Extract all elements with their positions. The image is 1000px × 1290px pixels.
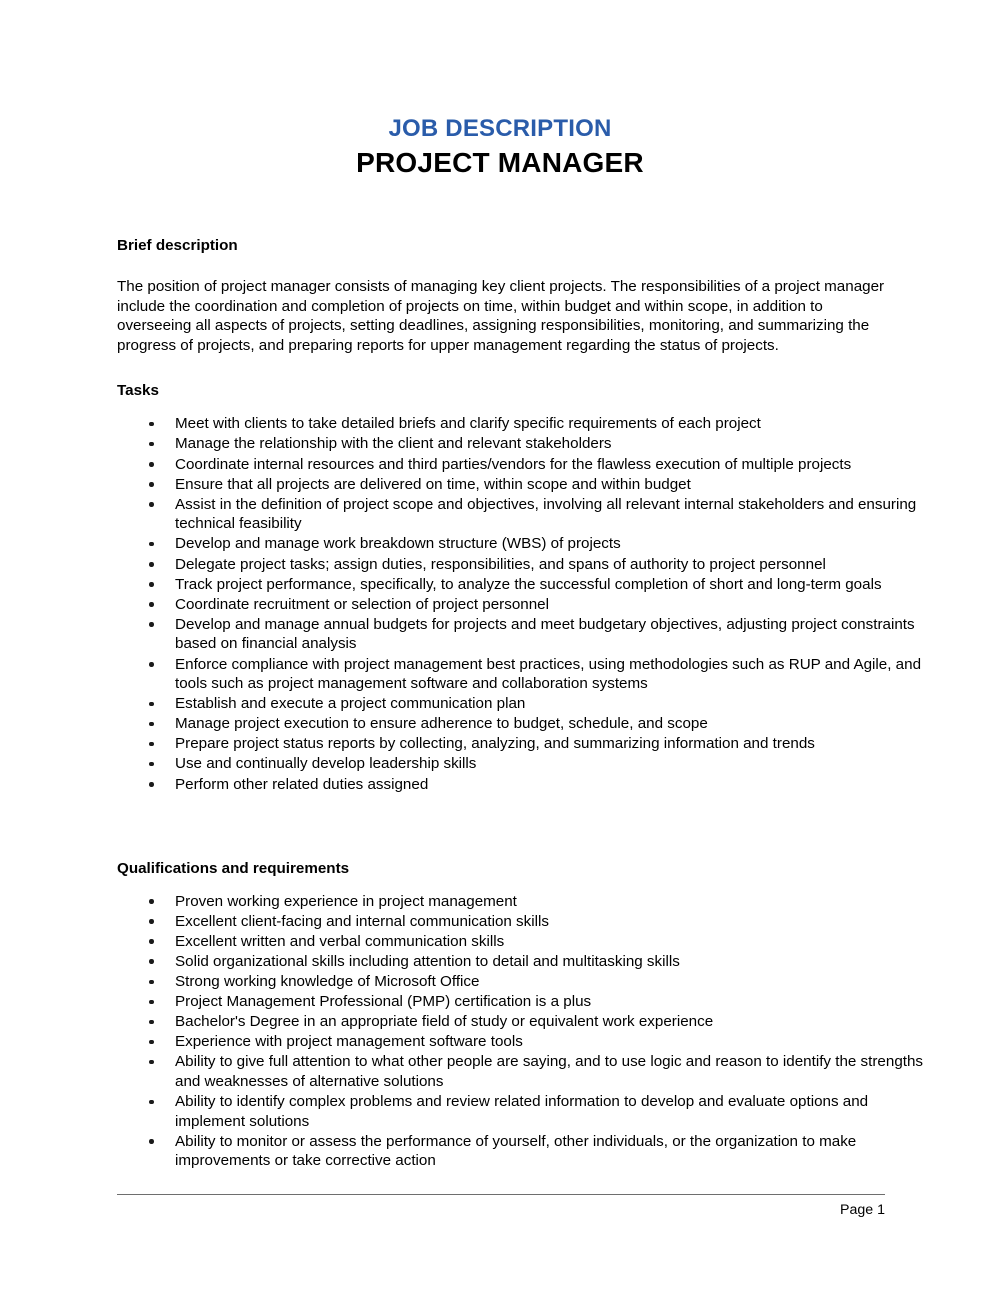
bullet-icon [149,562,154,567]
list-item-text: Delegate project tasks; assign duties, responsibilities, and spans of authority to project personnel [175,555,826,573]
list-item-text: Proven working experience in project management [175,892,517,910]
bullet-icon [149,1040,154,1045]
spacer-before-qualifications [117,795,885,859]
bullet-icon [149,482,154,487]
list-item-text: Establish and execute a project communication plan [175,695,526,713]
list-item [117,734,933,754]
list-item [117,1132,933,1171]
bullet-icon [149,662,154,667]
brief-description-paragraph: The position of project manager consists of managing key client projects. The responsibilities of a project manager include the coordination and completion of projects on time, within budget and within scope, in addition to overseeing all aspects of projects, setting deadlines, assigning responsibilities, monitoring, and summarizing the progress of projects, and preparing reports for upper management regarding the status of projects. [117,278,885,354]
list-item-text: Develop and manage annual budgets for projects and meet budgetary objectives, adjusting project constraints based on financial analysis [175,615,915,653]
bullet-icon [149,582,154,587]
list-item-text: Ensure that all projects are delivered on time, within scope and within budget [175,475,691,493]
list-item [117,595,933,615]
bullet-icon [149,782,154,787]
bullet-icon [149,422,154,427]
bullet-icon [149,899,154,904]
list-item [117,932,933,952]
section-heading-brief-description: Brief description [117,237,238,254]
list-item-text: Enforce compliance with project management best practices, using methodologies such as RUP and Agile, and tools such as project management software and collaboration systems [175,655,922,693]
bullet-icon [149,502,154,507]
bullet-icon [149,1100,154,1105]
bullet-icon [149,442,154,447]
list-item [117,414,933,434]
list-item [117,714,933,734]
page-number: Page 1 [840,1202,885,1218]
list-item-text: Solid organizational skills including attention to detail and multitasking skills [175,952,680,970]
list-item [117,534,933,554]
bullet-icon [149,602,154,607]
list-item [117,992,933,1012]
list-item-text: Experience with project management software tools [175,1033,523,1051]
document-body [117,236,924,1171]
bullet-icon [149,462,154,467]
list-item-text: Develop and manage work breakdown structure (WBS) of projects [175,535,621,553]
list-item [117,615,933,654]
bullet-icon [149,702,154,707]
bullet-icon [149,959,154,964]
list-item-text: Use and continually develop leadership skills [175,755,477,773]
list-item-text: Assist in the definition of project scope and objectives, involving all relevant internal stakeholders and ensuring technical feasibility [175,495,917,533]
list-item-text: Strong working knowledge of Microsoft Office [175,973,480,991]
list-item [117,1032,933,1052]
list-item [117,575,933,595]
list-item-text: Excellent written and verbal communication skills [175,932,505,950]
list-item [117,952,933,972]
list-item-text: Ability to monitor or assess the performance of yourself, other individuals, or the organization to make improvements or take corrective action [175,1132,857,1170]
document-kicker: JOB DESCRIPTION [388,115,612,142]
bullet-icon [149,1139,154,1144]
list-item-text: Ability to identify complex problems and review related information to develop and evaluate options and implement solutions [175,1093,869,1130]
tasks-list [117,414,922,794]
list-item [117,754,933,774]
bullet-icon [149,980,154,985]
page-title: PROJECT MANAGER [356,147,644,178]
list-item [117,1092,933,1131]
list-item [117,1012,933,1032]
bullet-icon [149,622,154,627]
bullet-icon [149,919,154,924]
list-item [117,972,933,992]
list-item [117,1052,933,1091]
list-item-text: Meet with clients to take detailed briefs and clarify specific requirements of each project [175,415,761,433]
list-item [117,495,933,534]
section-tasks [117,381,922,794]
bullet-icon [149,542,154,547]
list-item [117,694,933,714]
footer-divider [117,1194,885,1195]
list-item [117,655,933,694]
bullet-icon [149,1020,154,1025]
bullet-icon [149,762,154,767]
qualifications-list [117,892,924,1171]
section-qualifications [117,859,924,1171]
bullet-icon [149,939,154,944]
list-item-text: Perform other related duties assigned [175,775,429,793]
list-item-text: Project Management Professional (PMP) certification is a plus [175,993,592,1011]
list-item-text: Track project performance, specifically, to analyze the successful completion of short and long-term goals [175,575,882,593]
list-item-text: Excellent client-facing and internal communication skills [175,912,549,930]
list-item-text: Bachelor's Degree in an appropriate field of study or equivalent work experience [175,1013,714,1031]
list-item-text: Ability to give full attention to what other people are saying, and to use logic and reason to identify the strengths and weaknesses of alternative solutions [175,1053,924,1090]
section-brief-description [117,236,885,355]
list-item [117,455,933,475]
bullet-icon [149,1000,154,1005]
page-footer [117,1194,885,1219]
list-item-text: Manage project execution to ensure adherence to budget, schedule, and scope [175,715,708,733]
list-item [117,775,933,795]
bullet-icon [149,1060,154,1065]
list-item [117,555,933,575]
list-item-text: Manage the relationship with the client and relevant stakeholders [175,435,612,453]
list-item [117,475,933,495]
list-item [117,912,933,932]
section-heading-qualifications: Qualifications and requirements [117,859,350,877]
list-item-text: Prepare project status reports by collecting, analyzing, and summarizing information and trends [175,735,815,753]
bullet-icon [149,742,154,747]
spacer-before-tasks [117,355,885,381]
list-item-text: Coordinate internal resources and third parties/vendors for the flawless execution of multiple projects [175,455,852,473]
bullet-icon [149,722,154,727]
document-title-block [0,114,1000,180]
list-item-text: Coordinate recruitment or selection of project personnel [175,595,549,613]
section-heading-tasks: Tasks [117,382,159,400]
list-item [117,892,933,912]
list-item [117,434,933,454]
